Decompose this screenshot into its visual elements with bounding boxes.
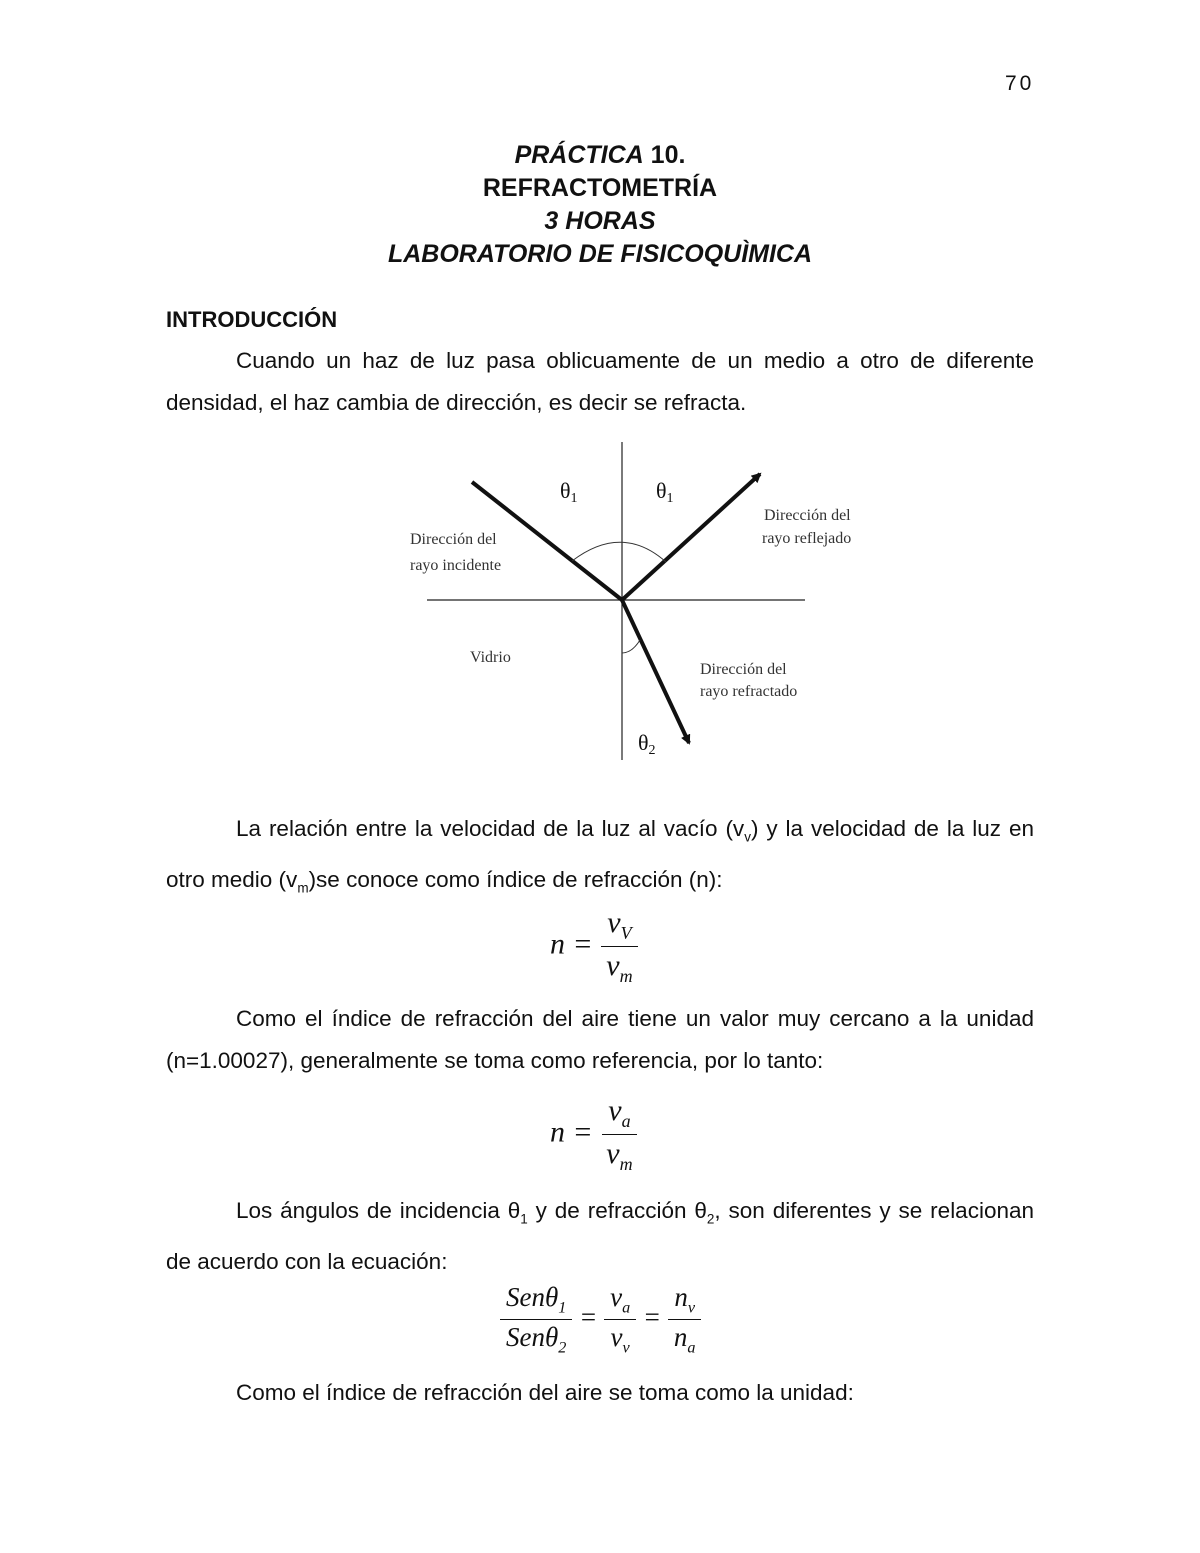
equation-refractive-index-air: n = $\frac{v_a}{v_m}$ [550, 1094, 639, 1175]
incident-label-line-2: rayo incidente [410, 557, 502, 574]
title-line-2: REFRACTOMETRÍA [482, 174, 718, 202]
refraction-diagram [400, 430, 852, 770]
equation-snell-law: $\frac{Sen\theta_1}{Sen\theta_2}$ = $\frac{v_a}{v_v}$ = $\frac{n_v}{n_a}$ [500, 1282, 701, 1358]
theta2-label: θ2 [638, 730, 656, 758]
page-title [0, 139, 1200, 271]
theta1-left-label: θ1 [560, 478, 578, 506]
refracted-label-line-2: rayo refractado [700, 683, 798, 700]
paragraph-5 [166, 1372, 1034, 1414]
paragraph-1 [166, 340, 1034, 424]
title-line-1 [0, 139, 1200, 172]
paragraph-1-text: Cuando un haz de luz pasa oblicuamente de un medio a otro de diferente densidad, el haz cambia de dirección, es decir se refracta. [166, 348, 1034, 415]
refracted-ray [622, 600, 689, 743]
title-practice-word: PRÁCTICA [514, 141, 644, 169]
page-number: 70 [1005, 72, 1035, 95]
refracted-label-line-1: Dirección del [700, 661, 787, 678]
theta1-right-label: θ1 [656, 478, 674, 506]
title-practice-number: 10. [643, 141, 686, 169]
section-heading: INTRODUCCIÓN [166, 307, 338, 332]
title-line-4: LABORATORIO DE FISICOQUÌMICA [387, 240, 813, 268]
paragraph-3-text: Como el índice de refracción del aire tiene un valor muy cercano a la unidad (n=1.00027), generalmente se toma como referencia, por lo tanto: [166, 1006, 1034, 1073]
title-line-3: 3 HORAS [544, 207, 656, 235]
paragraph-2: La relación entre la velocidad de la luz al vacío $(v_v)$ y la velocidad de la luz en otro medio $(v_m)se$ conoce como índice de refracción (n): [166, 816, 1035, 895]
paragraph-4: Los ángulos de incidencia $\theta_1$ y de refracción $\theta_2$, son diferentes y se relacionan de acuerdo con la ecuación: [166, 1198, 1035, 1274]
reflected-ray [622, 474, 760, 600]
equation-refractive-index-vacuum: n = $\frac{v_V}{v_m}$ [550, 906, 639, 987]
refraction-angle-arc [622, 640, 640, 653]
medium-label: Vidrio [470, 649, 511, 666]
incidence-angle-arc [572, 542, 666, 562]
paragraph-3 [166, 998, 1034, 1082]
reflected-label-line-1: Dirección del [764, 507, 851, 524]
reflected-label-line-2: rayo reflejado [762, 530, 852, 547]
incident-label-line-1: Dirección del [410, 531, 497, 548]
paragraph-5-text: Como el índice de refracción del aire se toma como la unidad: [236, 1380, 854, 1405]
